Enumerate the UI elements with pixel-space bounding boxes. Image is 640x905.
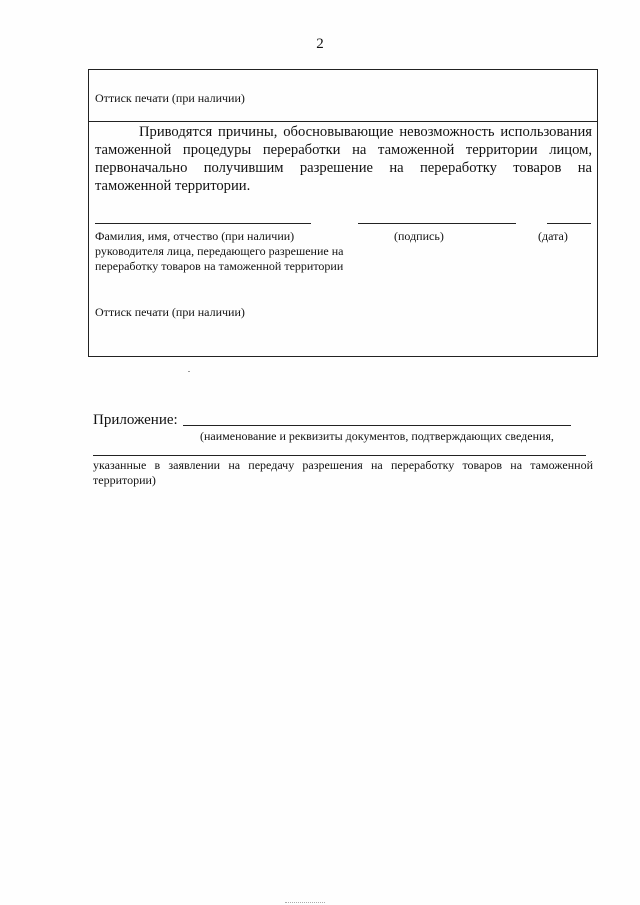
scan-speck <box>188 371 190 372</box>
signature-caption: (подпись) <box>394 229 444 243</box>
fio-caption: Фамилия, имя, отчество (при наличии) руководителя лица, передающего разрешение на переработку товаров на таможенной территории <box>95 229 344 273</box>
signature-underline <box>358 223 516 224</box>
reasons-text: Приводятся причины, обосновывающие невозможность использования таможенной процедуры переработки на таможенной территории лицом, первоначально получившим разрешение на переработку товаров на таможенной территории. <box>95 124 592 194</box>
appendix-label: Приложение: <box>93 412 178 428</box>
reasons-paragraph <box>95 123 592 195</box>
box-divider <box>88 121 598 122</box>
appendix-underline-2 <box>93 455 586 456</box>
appendix-caption-line2: указанные в заявлении на передачу разрешения на переработку товаров на таможенной территории) <box>93 458 593 487</box>
page-number: 2 <box>316 36 324 52</box>
fio-underline <box>95 223 311 224</box>
date-caption: (дата) <box>538 229 568 243</box>
stamp-placeholder-bottom: Оттиск печати (при наличии) <box>95 305 245 319</box>
appendix-caption-line1: (наименование и реквизиты документов, подтверждающих сведения, <box>200 429 554 443</box>
stamp-placeholder-top: Оттиск печати (при наличии) <box>95 91 245 105</box>
appendix-underline <box>183 425 571 426</box>
date-underline <box>547 223 591 224</box>
